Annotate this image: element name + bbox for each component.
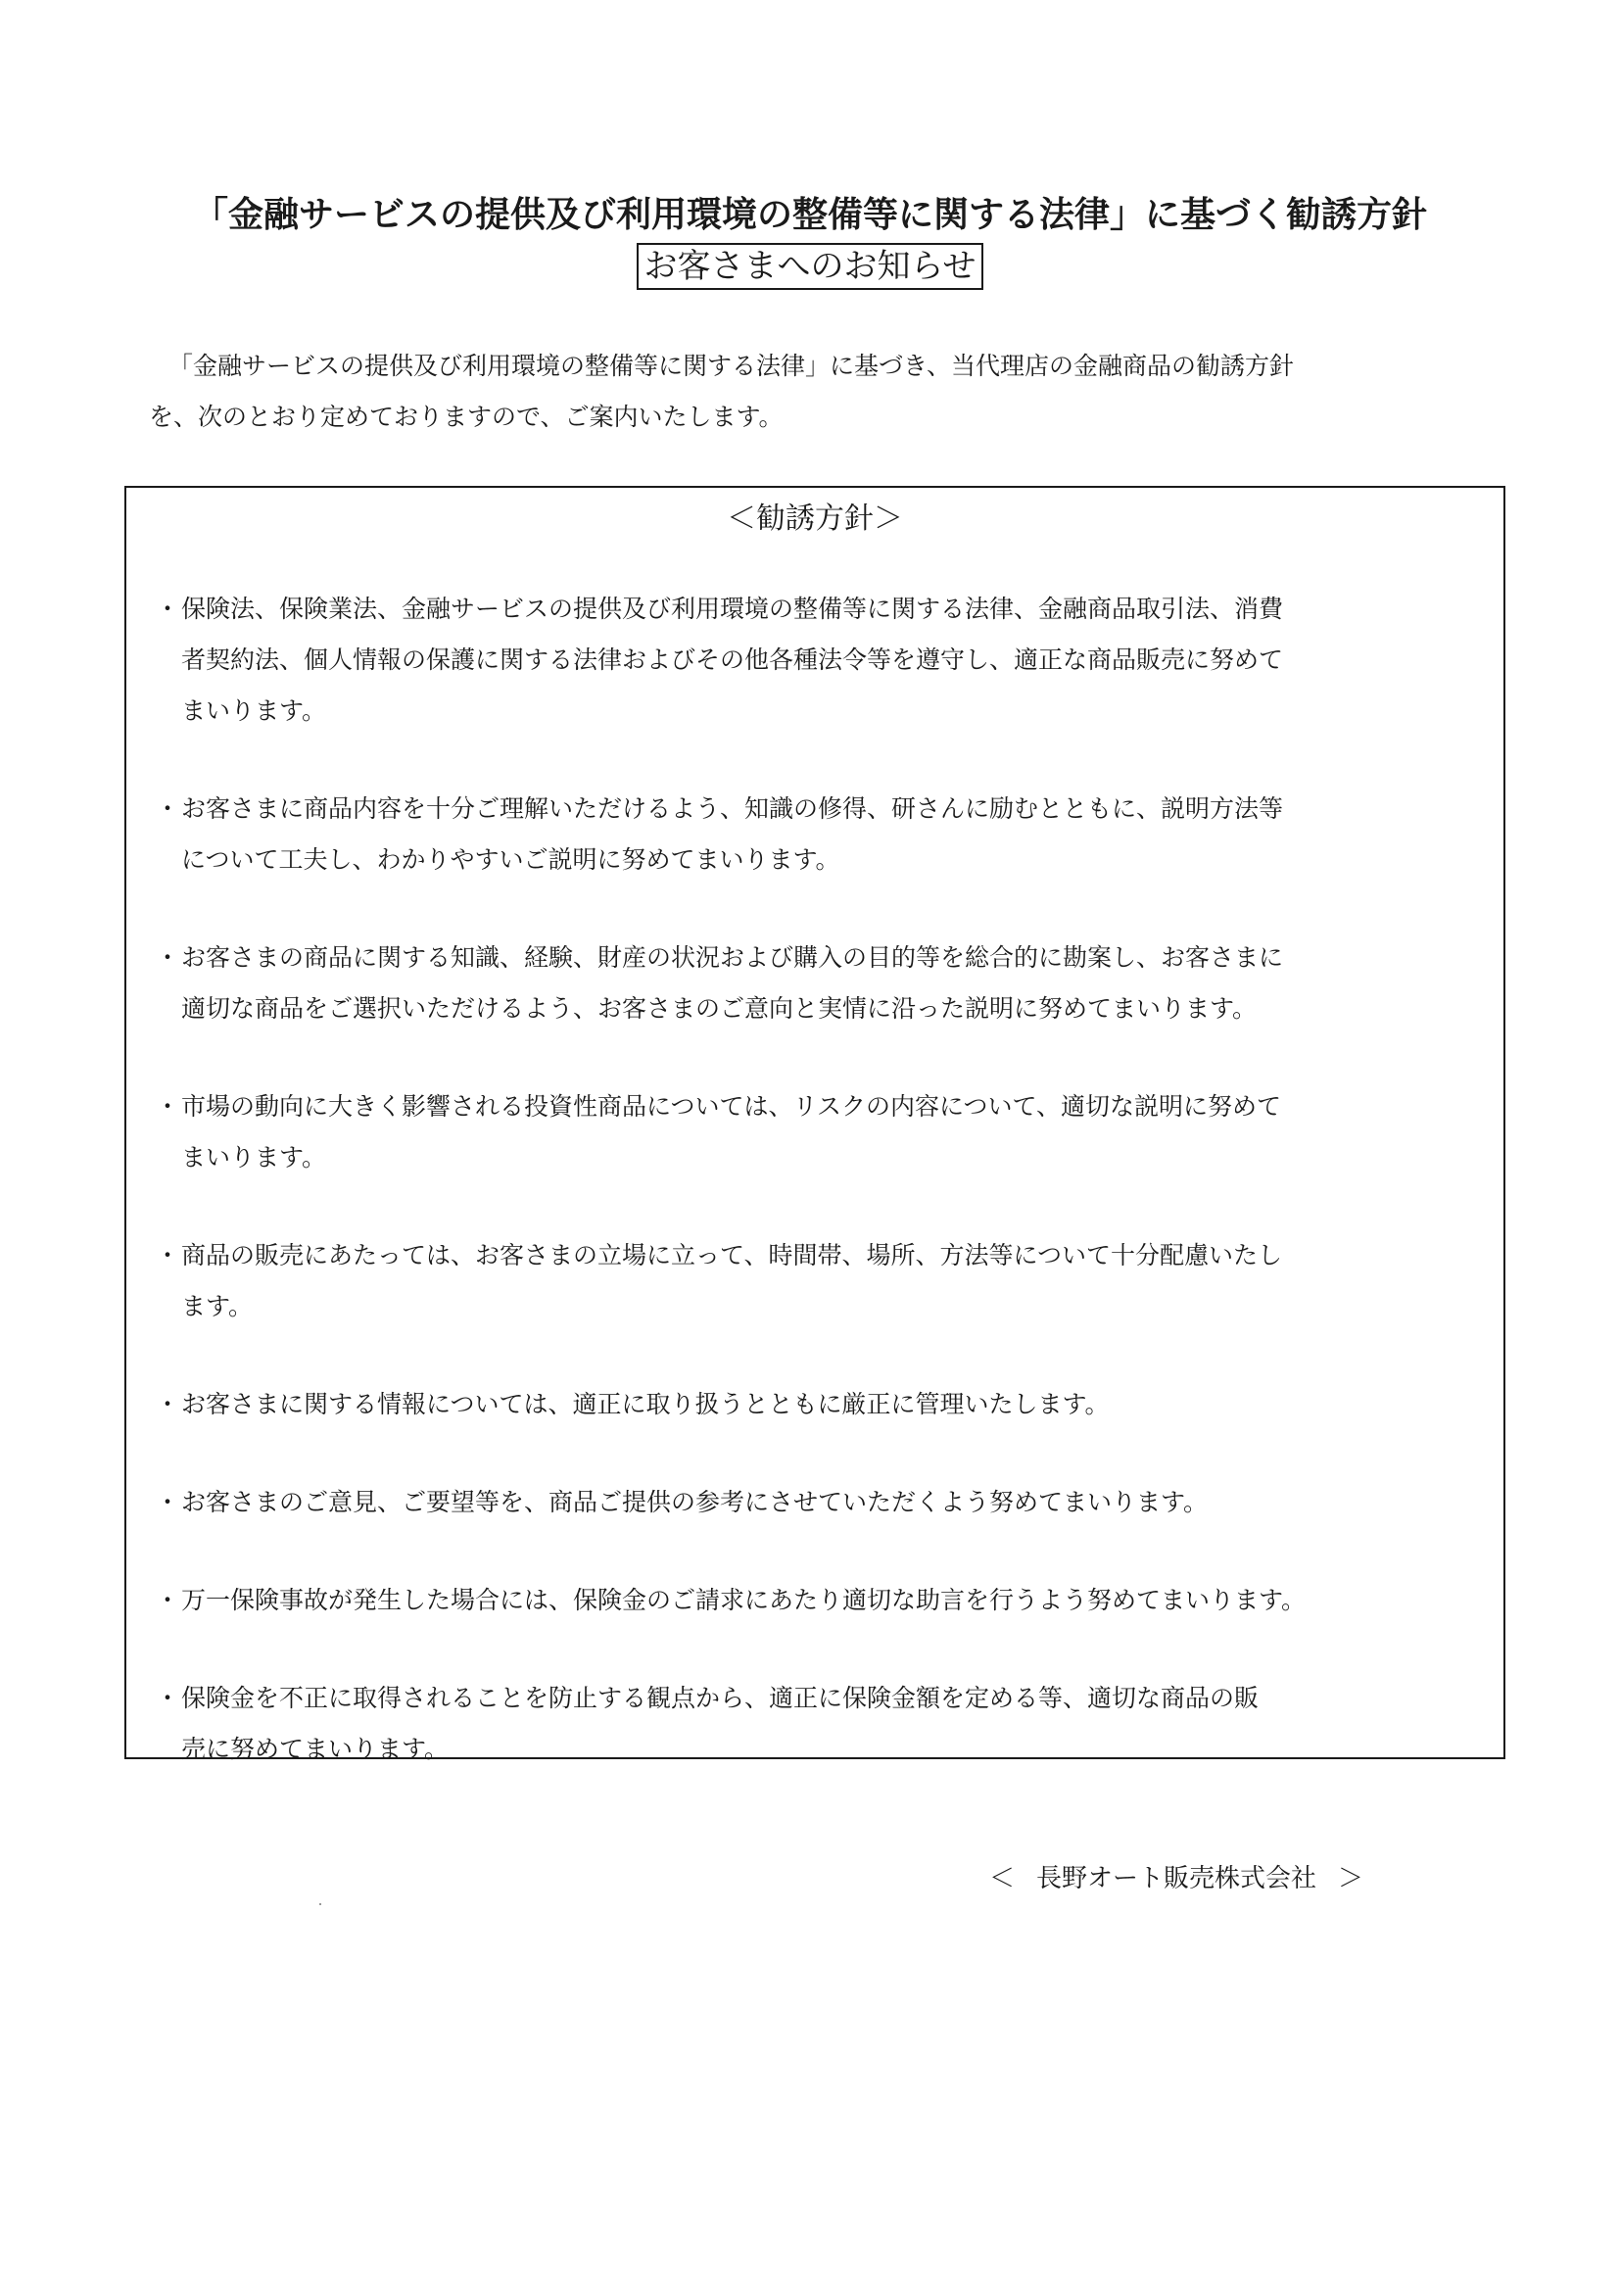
bullet: ・ — [155, 794, 180, 823]
policy-line: 保険法、保険業法、金融サービスの提供及び利用環境の整備等に関する法律、金融商品取引法、消費 — [181, 595, 1284, 623]
policy-line: まいります。 — [181, 1143, 327, 1172]
subtitle-wrapper — [0, 243, 1620, 290]
bullet: ・ — [155, 595, 180, 623]
company-name: 長野オート販売株式会社 — [1036, 1864, 1317, 1893]
scan-speck — [319, 1903, 321, 1905]
bullet: ・ — [155, 1586, 180, 1614]
policy-line: 保険金を不正に取得されることを防止する観点から、適正に保険金額を定める等、適切な商品の販 — [181, 1684, 1260, 1712]
policy-line: まいります。 — [181, 696, 327, 725]
policy-item — [154, 784, 1496, 885]
left-bracket: ＜ — [989, 1864, 1016, 1893]
page-title: 「金融サービスの提供及び利用環境の整備等に関する法律」に基づく勧誘方針 — [192, 195, 1427, 235]
bullet: ・ — [155, 943, 180, 972]
policy-line: 市場の動向に大きく影響される投資性商品については、リスクの内容について、適切な説明に努めて — [181, 1092, 1282, 1121]
policy-box — [124, 486, 1505, 1763]
policy-item — [154, 1081, 1496, 1183]
policy-line: ます。 — [181, 1292, 254, 1320]
policy-line: 適切な商品をご選択いただけるよう、お客さまのご意向と実情に沿った説明に努めてまいります。 — [181, 994, 1258, 1023]
policy-line: 万一保険事故が発生した場合には、保険金のご請求にあたり適切な助言を行うよう努めてまいります。 — [181, 1586, 1307, 1614]
policy-item — [154, 1379, 1496, 1430]
policy-line: 売に努めてまいります。 — [181, 1735, 450, 1763]
policy-item — [154, 1230, 1496, 1332]
intro-paragraph — [149, 341, 1491, 443]
bullet: ・ — [155, 1092, 180, 1121]
policy-item — [154, 1673, 1496, 1775]
policy-item — [154, 1575, 1496, 1626]
policy-line: お客さまの商品に関する知識、経験、財産の状況および購入の目的等を総合的に勘案し、お客さまに — [181, 943, 1284, 972]
policy-line: 商品の販売にあたっては、お客さまの立場に立って、時間帯、場所、方法等について十分配慮いたし — [181, 1241, 1283, 1269]
policy-item — [154, 933, 1496, 1034]
policy-line: お客さまに商品内容を十分ご理解いただけるよう、知識の修得、研さんに励むとともに、説明方法等 — [181, 794, 1284, 823]
policy-line: お客さまのご意見、ご要望等を、商品ご提供の参考にさせていただくよう努めてまいります。 — [181, 1488, 1209, 1516]
bullet: ・ — [155, 1241, 180, 1269]
page-subtitle: お客さまへのお知らせ — [637, 243, 984, 290]
policy-line: お客さまに関する情報については、適正に取り扱うとともに厳正に管理いたします。 — [181, 1390, 1110, 1418]
policy-line: について工夫し、わかりやすいご説明に努めてまいります。 — [181, 845, 840, 874]
policy-item — [154, 1477, 1496, 1528]
policy-heading: ＜勧誘方針＞ — [727, 502, 903, 536]
bullet: ・ — [155, 1684, 180, 1712]
bullet: ・ — [155, 1488, 180, 1516]
company-signature — [989, 1859, 1363, 1898]
intro-line: 「金融サービスの提供及び利用環境の整備等に関する法律」に基づき、当代理店の金融商品の勧誘方針 — [168, 352, 1295, 380]
bullet: ・ — [155, 1390, 180, 1418]
policy-list — [154, 584, 1496, 1775]
right-bracket: ＞ — [1338, 1864, 1364, 1893]
intro-line: を、次のとおり定めておりますので、ご案内いたします。 — [149, 403, 784, 431]
policy-line: 者契約法、個人情報の保護に関する法律およびその他各種法令等を遵守し、適正な商品販売に努めて — [181, 646, 1284, 674]
policy-item — [154, 584, 1496, 737]
